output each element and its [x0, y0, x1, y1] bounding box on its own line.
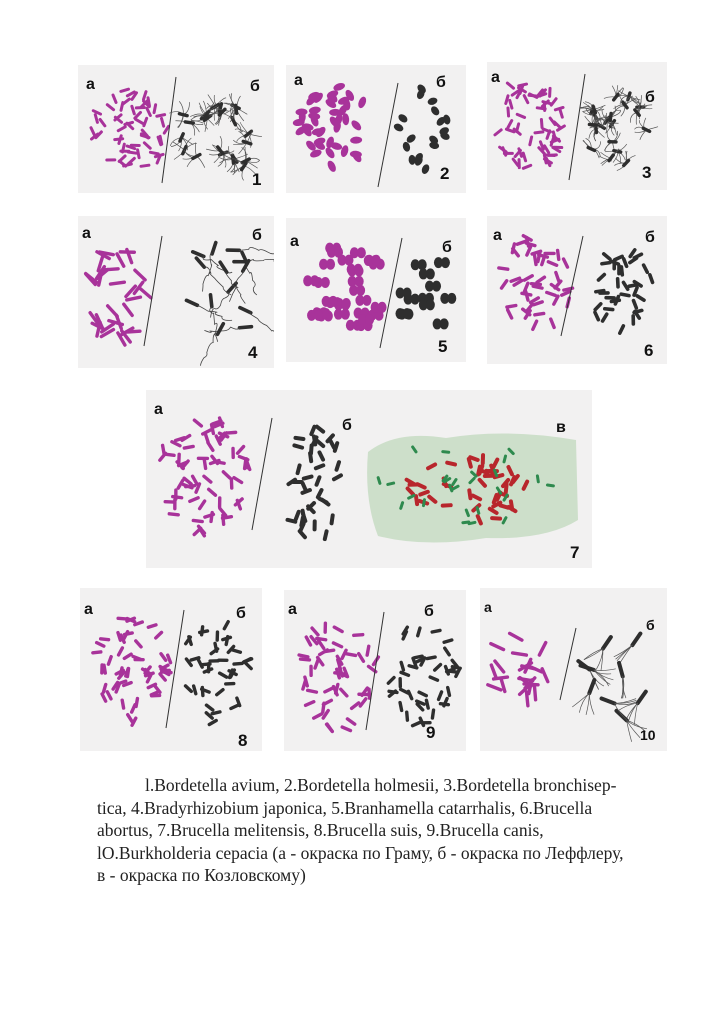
panel-7-drawing: [146, 390, 592, 568]
panel-8-label-b: б: [236, 605, 246, 622]
panel-7-label-v: в: [556, 419, 566, 436]
panel-10-number: 10: [640, 727, 656, 743]
figure-panel-1: [78, 65, 274, 193]
panel-4-drawing: [78, 216, 274, 368]
panel-10-drawing: [480, 588, 667, 751]
panel-9-label-a: а: [288, 601, 297, 618]
panel-4-label-b: б: [252, 227, 262, 244]
panel-9-label-b: б: [424, 603, 434, 620]
panel-10-label-a: а: [484, 599, 492, 615]
panel-7-label-b: б: [342, 417, 352, 434]
panel-8-number: 8: [238, 731, 248, 750]
caption-line-4: lO.Burkholderia cepacia (а - окраска по Граму, б - окраска по Леффлеру,: [97, 842, 624, 863]
panel-3-drawing: [487, 62, 667, 190]
panel-8-drawing: [80, 588, 262, 751]
figure-panel-4: [78, 216, 274, 368]
panel-6-label-b: б: [645, 229, 655, 246]
panel-9-number: 9: [426, 723, 436, 742]
panel-10-label-b: б: [646, 617, 655, 633]
panel-9-drawing: [284, 590, 466, 751]
panel-3-label-b: б: [645, 89, 655, 106]
figure-caption: [97, 774, 657, 887]
figure-panel-3: [487, 62, 667, 190]
panel-2-label-a: а: [294, 72, 303, 89]
panel-7-number: 7: [570, 543, 580, 562]
panel-6-number: 6: [644, 341, 654, 360]
panel-5-label-a: а: [290, 233, 299, 250]
figure-panel-8: [80, 588, 262, 751]
panel-1-number: 1: [252, 170, 262, 189]
figure-panel-10: [480, 588, 667, 751]
panel-1-label-b: б: [250, 78, 260, 95]
figure-panel-6: [487, 216, 667, 364]
panel-2-number: 2: [440, 164, 450, 183]
panel-6-label-a: а: [493, 227, 502, 244]
panel-4-label-a: а: [82, 225, 91, 242]
panel-7-label-a: а: [154, 401, 163, 418]
panel-1-label-a: а: [86, 76, 95, 93]
caption-line-2: tica, 4.Bradyrhizobium japonica, 5.Branhamella catarrhalis, 6.Brucella: [97, 797, 593, 818]
caption-line-3: abortus, 7.Brucella melitensis, 8.Brucella suis, 9.Brucella canis,: [97, 820, 544, 840]
figure-panel-7: [146, 390, 592, 568]
panel-5-number: 5: [438, 337, 448, 356]
panel-3-label-a: а: [491, 69, 500, 86]
panel-4-number: 4: [248, 343, 258, 362]
figure-panel-5: [286, 218, 466, 362]
figure-panel-2: [286, 65, 466, 193]
caption-line-1: l.Bordetella avium, 2.Bordetella holmesii, 3.Bordetella bronchisep-: [145, 775, 617, 795]
panel-5-label-b: б: [442, 239, 452, 256]
caption-line-5: в - окраска по Козловскому): [97, 865, 306, 885]
panel-6-drawing: [487, 216, 667, 364]
panel-1-drawing: [78, 65, 274, 193]
figure-panel-9: [284, 590, 466, 751]
panel-2-label-b: б: [436, 74, 446, 91]
panel-8-label-a: а: [84, 601, 93, 618]
panel-3-number: 3: [642, 163, 652, 182]
